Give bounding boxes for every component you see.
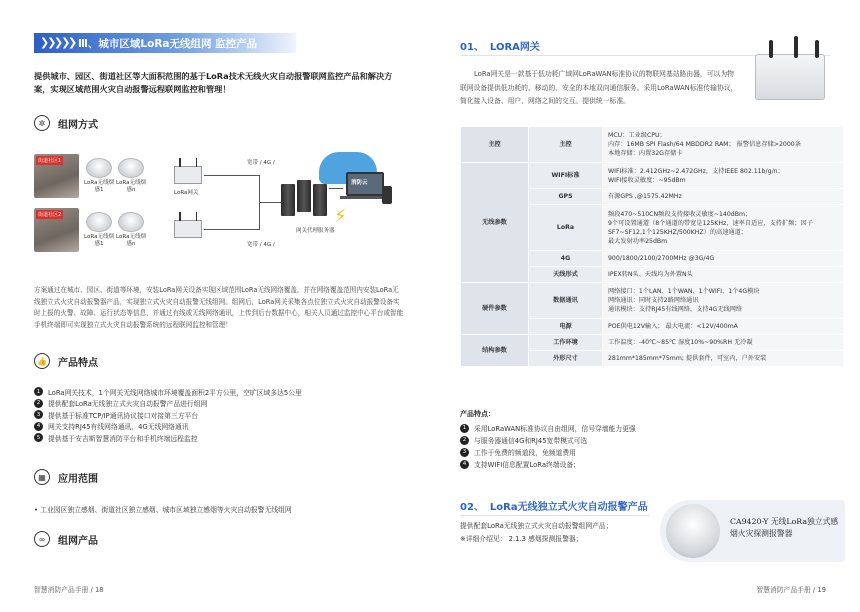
antenna-icon xyxy=(794,36,798,58)
list-item: 5 提供基于安吉斯智慧消防平台和手机终端远程监控 xyxy=(34,432,404,444)
alarm-product-heading: 02、 LoRa无线独立式火灾自动报警产品 xyxy=(460,502,648,513)
connector-line xyxy=(204,175,259,176)
connector-line xyxy=(259,202,281,203)
list-item: 3 工作于免费的频道段，免频道费用 xyxy=(460,446,830,458)
gateway-icon xyxy=(174,220,202,238)
bandwidth-label: 宽带 / 4G / xyxy=(247,242,275,248)
smoke-detector-photo xyxy=(666,504,720,558)
table-row: 结构参数 工作环境 工作温度：-40℃~85℃ 湿度10%~90%RH 无冷凝 xyxy=(461,335,844,351)
server-icon xyxy=(313,184,327,216)
table-row: 硬件参数 数据通讯 网络接口：1个LAN、1个WAN、1个WIFI、1个4G模块 网络通讯：同时支持2路网络通讯 通讯模块：支持RJ45有线网络，支持4G无线网络 xyxy=(461,283,844,319)
table-row: 外形尺寸 281mm*185mm*75mm; 提供套件，可室内，户外安装 xyxy=(461,351,844,367)
solution-description: 方案通过在城市、园区、街道等环境，安装LoRa网关设备实现区域范围LoRa无线网络覆盖，并在网络覆盖范围内安装LoRa无线独立式火灾自动报警器产品，实现独立式火灾自动报警无线组网。组网后，LoRa网关采集各点位独立式火灾自动报警设备实时上报的火警、故障、运行状态等信息，并通过有线或无线网络通讯，上传到后台数据中心，相关人员通过监控中心平台或智能手机终端即可实现独立式火灾自动报警系统的远程联网监控和管理！ xyxy=(34,286,404,329)
chevron-icon: ❯ xyxy=(68,36,76,49)
list-item: 2 提供配套LoRa无线独立式火灾自动报警产品进行组网 xyxy=(34,398,404,410)
detector-label: LoRa无线烟感n xyxy=(116,234,146,247)
bandwidth-label: 宽带 / 4G / xyxy=(247,160,275,166)
gateway-intro: LoRa网关是一款基于低功耗广域网LoRaWAN标准协议的物联网基站路由器，可以为物联网设备提供低功耗的、移动的、安全的本地双向通信服务。采用LoRaWAN标准传输协议，简化接入设备、用户、网络之间的交互。提供统一标准。 xyxy=(460,70,738,105)
table-row: 4G 900/1800/2100/2700MHz @3G/4G xyxy=(461,251,844,267)
chevron-icon: ❯❯ xyxy=(40,36,55,49)
antenna-icon xyxy=(815,40,819,58)
grid-icon: ▦ xyxy=(34,469,50,485)
server-label: 网关代理服务器 xyxy=(296,228,335,234)
spec-table xyxy=(460,126,844,367)
chevron-icon: ❯❯ xyxy=(54,36,69,49)
product-heading: ∞ 组网产品 xyxy=(34,530,98,548)
connector-line xyxy=(329,188,343,189)
list-item: 1 采用LoRaWAN标准协议自由组网，信号穿墙能力更强 xyxy=(460,422,830,434)
phone-icon xyxy=(382,186,392,204)
network-icon: ✲ xyxy=(34,115,50,131)
section-title: Ⅲ、城市区域LoRa无线组网 监控产品 xyxy=(78,38,258,50)
street-tag: 街道社区1 xyxy=(38,158,62,164)
application-heading: ▦ 应用范围 xyxy=(34,468,98,486)
heading-rule xyxy=(460,515,650,516)
smoke-detector-icon xyxy=(118,158,144,178)
street-photo-2 xyxy=(34,208,79,252)
page-footer: 智慧消防产品手册 / 18 xyxy=(34,586,104,594)
alarm-product-description: 提供配套LoRa无线独立式火灾自动报警组网产品； ※详细介绍见： 2.1.3 感烟探测报警器； xyxy=(460,522,613,543)
cloud-label: 消防云 xyxy=(351,180,368,186)
gateway-label: LoRa网关 xyxy=(174,190,199,196)
gateway-heading: 01、 LORA网关 xyxy=(460,42,540,53)
gateway-photo xyxy=(755,54,825,100)
application-text: • 工业园区独立感烟、街道社区独立感烟、城市区域独立感烟等火灾自动报警无线组网 xyxy=(34,506,292,514)
gateway-icon xyxy=(174,166,202,184)
detector-label: LoRa无线烟感n xyxy=(116,180,146,193)
link-icon: ∞ xyxy=(34,531,50,547)
network-diagram xyxy=(34,148,404,258)
table-row: GPS 有源GPS ,@1575.42MHz xyxy=(461,189,844,205)
thumbs-up-icon: 👍 xyxy=(34,353,50,369)
features-heading: 👍 产品特点 xyxy=(34,352,98,370)
intro-text: 提供城市、园区、街道社区等大面积范围的基于LoRa技术无线火灾自动报警联网监控产品和解决方案，实现区域范围火灾自动报警远程联网监控和管理！ xyxy=(34,71,393,94)
street-photo-1 xyxy=(34,154,79,198)
product-features-list xyxy=(460,422,830,470)
table-row: 天线形式 IPEX转N头、天线均为外置N头 xyxy=(461,267,844,283)
lightning-icon: ⚡ xyxy=(334,206,347,227)
features-list xyxy=(34,386,404,444)
antenna-icon xyxy=(769,40,773,58)
detector-label: LoRa无线烟感1 xyxy=(84,180,114,193)
table-row: 无线参数 WIFI标准 WIFI标准：2.412GHz~2.472GHz，支持IEEE 802.11b/g/n； WIFI接收灵敏度：~95dBm xyxy=(461,163,844,189)
list-item: 2 与服务器通信4G和RJ45宽带模式可选 xyxy=(460,434,830,446)
list-item: 3 提供基于标准TCP/IP通讯协议接口对接第三方平台 xyxy=(34,409,404,421)
street-tag: 街道社区2 xyxy=(38,212,62,218)
connector-line xyxy=(204,229,259,230)
table-row: LoRa 频段470~510CN频段支持接收灵敏度~140dBm； 9个可设置通道（8个通道的带宽是125KHz，速率自适应，支持扩频；因子SF7~SF12,1个125KHZ/500KHZ）的高速通道； 最大发射功率25dBm xyxy=(461,205,844,251)
table-row: 主控 主控 MCU：工业级CPU； 内存：16MB SPI Flash/64 MBDDR2 RAM； 报警信息存储>2000条 本地存储：内置32G存储卡 xyxy=(461,127,844,163)
list-item: 1 LoRa网关技术，1个网关无线网络城市环境覆盖面积2平方公里，空旷区域多达5公里 xyxy=(34,386,404,398)
list-item: 4 支持WIFI信息配置LoRa终端设备； xyxy=(460,458,830,470)
smoke-detector-icon xyxy=(86,158,112,178)
server-icon xyxy=(281,184,295,216)
product-features-title: 产品特点： xyxy=(460,410,495,418)
table-row: 电源 POE供电12V输入； 最大电流：<12V/400mA xyxy=(461,319,844,335)
list-item: 4 网关支持RJ45有线网络通讯，4G无线网络通讯 xyxy=(34,421,404,433)
detector-label: LoRa无线烟感1 xyxy=(84,234,114,247)
networking-heading: ✲ 组网方式 xyxy=(34,114,98,132)
smoke-detector-icon xyxy=(86,212,112,232)
smoke-detector-icon xyxy=(118,212,144,232)
right-page xyxy=(430,0,860,612)
product-name: CA9420-Y 无线LoRa独立式感烟火灾探测报警器 xyxy=(730,517,839,538)
page-footer: 智慧消防产品手册 / 19 xyxy=(756,586,826,594)
server-icon xyxy=(297,180,311,212)
